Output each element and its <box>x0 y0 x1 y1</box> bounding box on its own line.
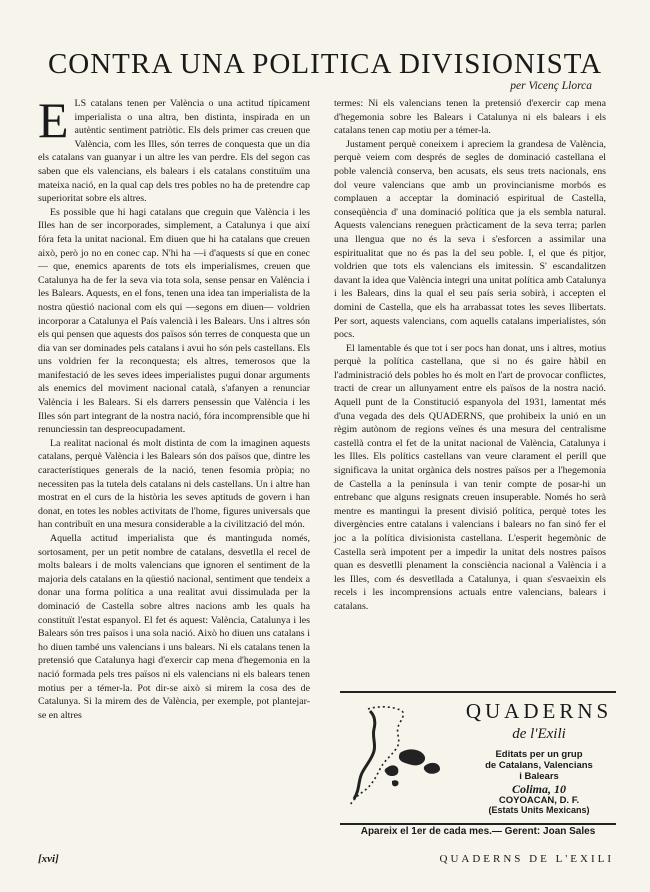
ad-address: (Estats Units Mexicans) <box>488 805 590 815</box>
ad-title: QUADERNS <box>465 699 613 723</box>
right-column <box>334 97 606 614</box>
paragraph: La realitat nacional és molt distinta de com la imaginen aquests catalans, perquè València i les Balears són dos països que, dintre les característiques generals de la nació, tenen fesomia pròpia; no necessiten pas la tutela dels catalans ni dels castellans. Un i altre han mostrat en el curs de la història les seves aptituds de govern i han donat, en totes les nobles activitats de l'home, figures universals que han contribuït en una mesura considerable a la civilització del món. <box>38 437 310 531</box>
ad-line: i Balears <box>519 771 559 782</box>
ad-line: Editats per un grup <box>495 749 583 760</box>
page-number: [xvi] <box>38 853 59 865</box>
ad-line: de Catalans, Valencians <box>485 760 593 771</box>
ad-footer: Apareix el 1er de cada mes.— Gerent: Joan Sales <box>360 826 596 837</box>
ad-address: Colima, 10 <box>511 782 566 796</box>
paragraph: Aquella actitud imperialista que és mantinguda només, sortosament, per un petit nombre de catalans, desvetlla el recel de molts balears i de molts valencians que ignoren el sentiment de la majoria dels catalans en la qüestió nacional, sentiment que tendeix a donar una forma política a una realitat avui dissimulada per la dominació de Castella sobre altres nacions amb les quals ha constituït l'estat espanyol. El fet és aquest: València, Catalunya i les Balears són tres països i una sola nació. Això ho diuen uns catalans i ho diuen també uns valencians i uns balears. Ni els catalans tenen la pretensió que Catalunya hagi d'exercir cap mena d'hegemonia en la nació formada pels tres països ni els valencians ni els balears tenen motius per a témer-la. Pot dir-se això si mirem la cosa des de Catalunya. Si la mirem des de València, per exemple, pot plantejar-se en altres <box>38 533 310 721</box>
ad-address: COYOACAN, D. F. <box>498 795 580 806</box>
paragraph: El lamentable és que tot i ser pocs han donat, uns i altres, motius perquè la política castellana, que si no és gaire hàbil en l'administració dels pobles ho és molt en l'art de provocar conflictes, tracti de crear un allunyament entre els països de la nostra nació. Aquell punt de la Constitució espanyola del 1931, lamentat més d'una vegada des dels QUADERNS, que prohibeix la unió en un règim autònom de regions veïnes és una mesura del centralisme castellà contra el fet de la unitat nacional de València, Catalunya i les Illes. Els polítics castellans van veure clarament el perill que significava la unitat orgànica dels nostres països per a l'hegemonia de Castella a la península i van tenir compte de posar-hi un entrebanc que alguns resignats creuen insuperable. Només ho serà mentre es mantingui la present divisió política, perquè totes les divergències entre catalans i valencians i balears no fan sinó fer el joc a la política divisionista castellana. L'esperit hegemònic de Castella serà impotent per a impedir la unitat dels nostres països quan es desvetlli plenament la consciència nacional a València i a les Illes, com és desvetllada a Catalunya, i quan s'esvaeixin els recels i les incomprensions actuals entre valencians, balears i catalans. <box>334 342 606 612</box>
ad-subtitle: de l'Exili <box>512 726 566 742</box>
paragraph-text: LS catalans tenen per València o una actitud típicament imperialista o una altra, ben distinta, inspirada en un autèntic sentiment patriòtic. Els dels primer cas creuen que València, com les Illes, són terres de conquesta que un dia els catalans van guanyar i un altre les van perdre. Els del segon cas saben que els valencians, els balears i els catalans constituïm una mateixa nació, en la qual cap dels tres pobles no ha de pretendre cap superioritat sobre els altres. <box>38 98 310 205</box>
paragraph: Justament perquè coneixem i apreciem la grandesa de València, perquè veiem com després de segles de dominació castellana el poble valencià conserva, ben acusats, els seus trets nacionals, ens dol veure valencians que amb un provincianisme morbós es complauen a acceptar la dominació espiritual de Castella, conseqüència d' una dominació política que ja els sembla natural. Aquests valencians reneguen pràcticament de la seva terra; parlen una llengua que no és la seva i s'esforcen a assimilar una espiritualitat que no és pas la del seu poble. I, el que és pitjor, voldrien que tots els valencians els imitessin. S' escandalitzen davant la idea que València integri una unitat política amb Catalunya i les Balears, dins la qual el seu país seria sobirà, i accepten el domini de Castella, que els ha arrabassat totes les seves llibertats. Per sort, aquests valencians, com aquells catalans imperialistes, són pocs. <box>334 138 606 341</box>
drop-cap: E <box>38 92 69 148</box>
publication-name: QUADERNS DE L'EXILI <box>439 853 614 865</box>
map-illustration-icon <box>340 701 460 811</box>
advertisement-box <box>340 691 616 825</box>
paragraph: Es possible que hi hagi catalans que creguin que València i les Illes han de ser incorporades, simplement, a Catalunya i que així fóra feta la unitat nacional. Em diuen que hi ha catalans que creuen això, però jo no en conec cap. N'hi ha —i d'aquests sí que en conec— que, enemics aparents de tots els imperialismes, creuen que Catalunya ha de fer la seva via tota sola, sense pensar en València i les Balears. Aquests, en el fons, tenen una idea tan imperialista de la nostra qüestió nacional com els qui —segons em diuen— voldrien incorporar a Catalunya el País valencià i les Balears. Uns i altres són els qui pensen que aquests dos països són terres de conquesta que un dia van ser dominades pels catalans i avui ho són pels castellans. Els uns voldrien fer la reconquesta; els altres, temerosos que la manifestació de les seves idees imperialistes pugui donar arguments als enemics del moviment nacional català, s'afanyen a renunciar València i les Balears. Si els darrers pensessin que València i les Illes són part integrant de la nostra nació, fóra incomprensible que hi renunciessin tan despreocupadament. <box>38 206 310 436</box>
left-column <box>38 92 310 722</box>
article-title: CONTRA UNA POLITICA DIVISIONISTA <box>47 48 603 80</box>
author-byline: per Vicenç Llorca <box>510 80 592 92</box>
paragraph <box>38 92 310 206</box>
paragraph: termes: Ni els valencians tenen la pretensió d'exercir cap mena d'hegemonia sobre les Balears i Catalunya ni els balears i els catalans tenen cap motiu per a témer-la. <box>334 98 606 137</box>
